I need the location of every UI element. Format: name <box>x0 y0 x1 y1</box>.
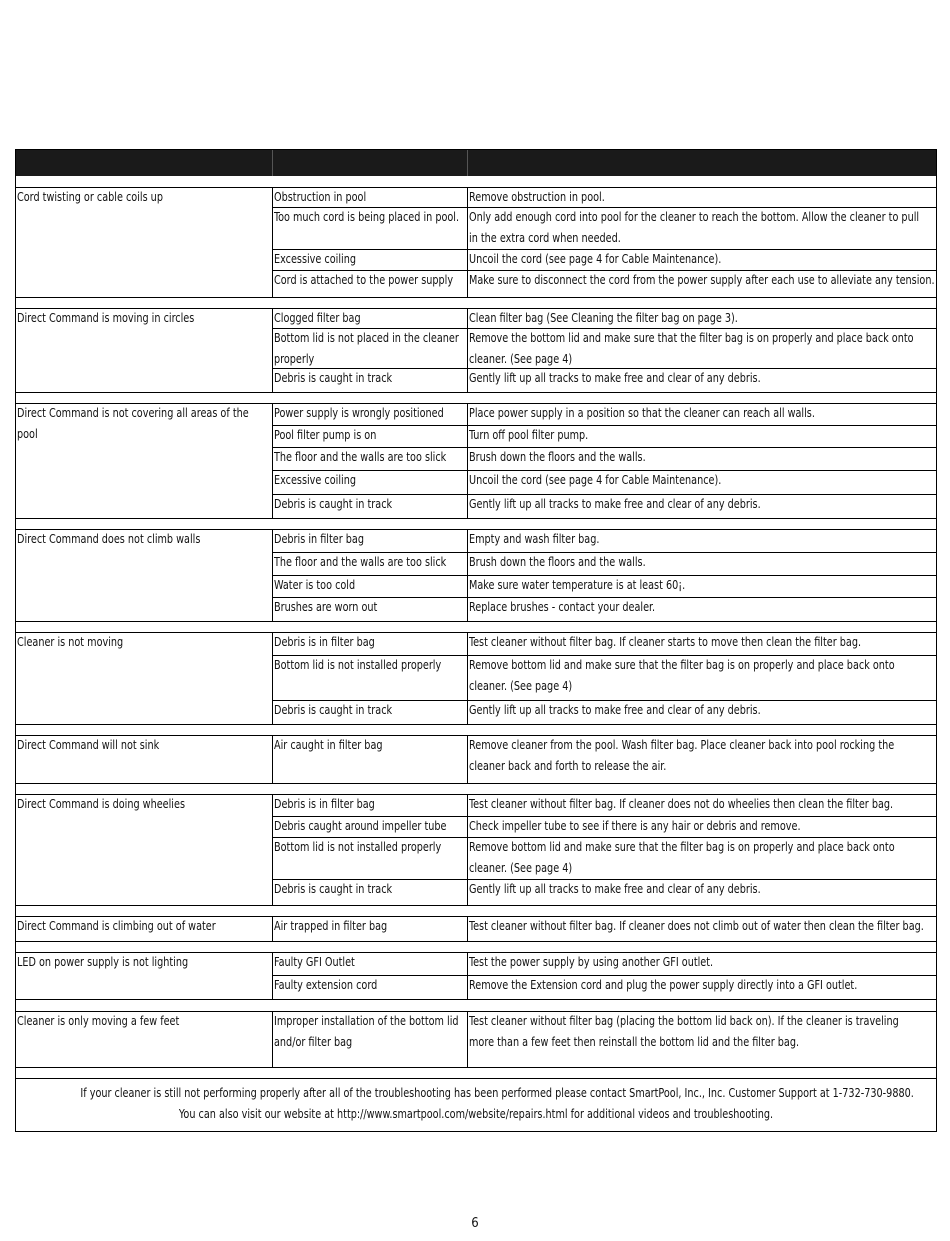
cause-text: Cord is attached to the power supply <box>274 272 454 287</box>
column-rule <box>272 187 273 297</box>
solution-text: Remove the Extension cord and plug the power supply directly into a GFI outlet. <box>469 977 858 992</box>
group-bottom-rule <box>16 724 936 725</box>
cause-text: Power supply is wrongly positioned <box>274 405 444 420</box>
cause-text: Brushes are worn out <box>274 599 378 614</box>
problem-text: Cord twisting or cable coils up <box>17 189 163 204</box>
cause-text: Excessive coiling <box>274 251 356 266</box>
solution-text: more than a few feet then reinstall the bottom lid and the filter bag. <box>469 1034 800 1049</box>
solution-text: Test the power supply by using another GFI outlet. <box>469 954 714 969</box>
problem-text: LED on power supply is not lighting <box>17 954 189 969</box>
solution-text: Make sure to disconnect the cord from the power supply after each use to alleviate any tension. <box>469 272 935 287</box>
solution-text: Gently lift up all tracks to make free and clear of any debris. <box>469 370 761 385</box>
cause-text: Clogged filter bag <box>274 310 361 325</box>
footer-rule <box>16 1078 936 1079</box>
cause-text: Pool filter pump is on <box>274 427 377 442</box>
problem-text: Direct Command is moving in circles <box>17 310 195 325</box>
group-bottom-rule <box>16 518 936 519</box>
cause-text: properly <box>274 351 315 366</box>
cause-text: Debris is in filter bag <box>274 634 375 649</box>
solution-text: Uncoil the cord (see page 4 for Cable Maintenance). <box>469 472 722 487</box>
cause-text: Faulty GFI Outlet <box>274 954 355 969</box>
cause-text: Faulty extension cord <box>274 977 378 992</box>
problem-text: Direct Command will not sink <box>17 737 160 752</box>
solution-text: Test cleaner without filter bag (placing the bottom lid back on). If the cleaner is traveling <box>469 1013 899 1028</box>
page-number: 6 <box>471 1216 479 1231</box>
group-bottom-rule <box>16 297 936 298</box>
solution-text: Gently lift up all tracks to make free and clear of any debris. <box>469 702 761 717</box>
column-rule <box>467 632 468 724</box>
cause-text: Water is too cold <box>274 577 356 592</box>
cause-text: Debris caught around impeller tube <box>274 818 447 833</box>
solution-text: Only add enough cord into pool for the cleaner to reach the bottom. Allow the cleaner to pull <box>469 209 920 224</box>
column-rule <box>272 916 273 941</box>
cause-text: The floor and the walls are too slick <box>274 449 447 464</box>
solution-text: Remove the bottom lid and make sure that the filter bag is on properly and place back onto <box>469 330 914 345</box>
problem-text: pool <box>17 426 38 441</box>
solution-text: Brush down the floors and the walls. <box>469 554 646 569</box>
solution-text: Remove cleaner from the pool. Wash filter bag. Place cleaner back into pool rocking the <box>469 737 895 752</box>
solution-text: cleaner back and forth to release the air. <box>469 758 667 773</box>
problem-text: Direct Command does not climb walls <box>17 531 201 546</box>
footer-line-1: If your cleaner is still not performing properly after all of the troubleshooting has been performed please contact SmartPool, Inc., Inc. Customer Support at 1-732-730-9880. <box>80 1085 914 1100</box>
column-rule <box>272 403 273 518</box>
cause-text: Debris is caught in track <box>274 702 393 717</box>
cause-text: Debris is caught in track <box>274 881 393 896</box>
cause-text: Debris in filter bag <box>274 531 364 546</box>
problem-text: Cleaner is only moving a few feet <box>17 1013 180 1028</box>
group-bottom-rule <box>16 783 936 784</box>
solution-text: cleaner. (See page 4) <box>469 860 573 875</box>
cause-text: Improper installation of the bottom lid <box>274 1013 459 1028</box>
footer-line-2: You can also visit our website at http://www.smartpool.com/website/repairs.html for additional videos and troubleshooting. <box>178 1106 774 1121</box>
cause-text: Bottom lid is not installed properly <box>274 839 442 854</box>
cause-text: Too much cord is being placed in pool. <box>274 209 460 224</box>
group-bottom-rule <box>16 1067 936 1068</box>
solution-text: Replace brushes - contact your dealer. <box>469 599 656 614</box>
solution-text: Brush down the floors and the walls. <box>469 449 646 464</box>
cause-text: Air trapped in filter bag <box>274 918 388 933</box>
column-rule <box>467 794 468 905</box>
group-bottom-rule <box>16 621 936 622</box>
solution-text: Test cleaner without filter bag. If cleaner does not climb out of water then clean the filter bag. <box>469 918 924 933</box>
cause-text: Debris is in filter bag <box>274 796 375 811</box>
column-rule <box>272 632 273 724</box>
group-bottom-rule <box>16 905 936 906</box>
group-bottom-rule <box>16 392 936 393</box>
solution-text: in the extra cord when needed. <box>469 230 621 245</box>
group-bottom-rule <box>16 999 936 1000</box>
cause-text: Air caught in filter bag <box>274 737 383 752</box>
solution-text: Gently lift up all tracks to make free and clear of any debris. <box>469 881 761 896</box>
solution-text: cleaner. (See page 4) <box>469 351 573 366</box>
cause-text: Debris is caught in track <box>274 370 393 385</box>
cause-text: Debris is caught in track <box>274 496 393 511</box>
solution-text: Test cleaner without filter bag. If cleaner starts to move then clean the filter bag. <box>469 634 862 649</box>
column-rule <box>467 735 468 783</box>
column-rule <box>467 187 468 297</box>
problem-text: Direct Command is climbing out of water <box>17 918 216 933</box>
problem-text: Cleaner is not moving <box>17 634 124 649</box>
problem-text: Direct Command is doing wheelies <box>17 796 185 811</box>
column-rule <box>272 735 273 783</box>
cause-text: and/or filter bag <box>274 1034 353 1049</box>
solution-text: Gently lift up all tracks to make free and clear of any debris. <box>469 496 761 511</box>
solution-text: Empty and wash filter bag. <box>469 531 600 546</box>
cause-text: Excessive coiling <box>274 472 356 487</box>
solution-text: Turn off pool filter pump. <box>469 427 589 442</box>
troubleshooting-table <box>15 149 937 1132</box>
column-rule <box>272 308 273 392</box>
solution-text: Remove bottom lid and make sure that the filter bag is on properly and place back onto <box>469 839 895 854</box>
problem-text: Direct Command is not covering all areas of the <box>17 405 249 420</box>
solution-text: Uncoil the cord (see page 4 for Cable Maintenance). <box>469 251 722 266</box>
solution-text: cleaner. (See page 4) <box>469 678 573 693</box>
solution-text: Clean filter bag (See Cleaning the filter bag on page 3). <box>469 310 738 325</box>
column-rule <box>467 403 468 518</box>
cause-text: Bottom lid is not installed properly <box>274 657 442 672</box>
cause-text: Obstruction in pool <box>274 189 367 204</box>
solution-text: Place power supply in a position so that the cleaner can reach all walls. <box>469 405 815 420</box>
column-rule <box>467 308 468 392</box>
solution-text: Remove bottom lid and make sure that the filter bag is on properly and place back onto <box>469 657 895 672</box>
column-rule <box>272 794 273 905</box>
solution-text: Remove obstruction in pool. <box>469 189 605 204</box>
solution-text: Test cleaner without filter bag. If cleaner does not do wheelies then clean the filter bag. <box>469 796 894 811</box>
solution-text: Make sure water temperature is at least 60¡. <box>469 577 686 592</box>
solution-text: Check impeller tube to see if there is any hair or debris and remove. <box>469 818 801 833</box>
group-bottom-rule <box>16 941 936 942</box>
column-rule <box>272 1011 273 1067</box>
column-rule <box>467 1011 468 1067</box>
column-rule <box>467 916 468 941</box>
cause-text: The floor and the walls are too slick <box>274 554 447 569</box>
table-header-bar <box>16 150 936 176</box>
cause-text: Bottom lid is not placed in the cleaner <box>274 330 459 345</box>
